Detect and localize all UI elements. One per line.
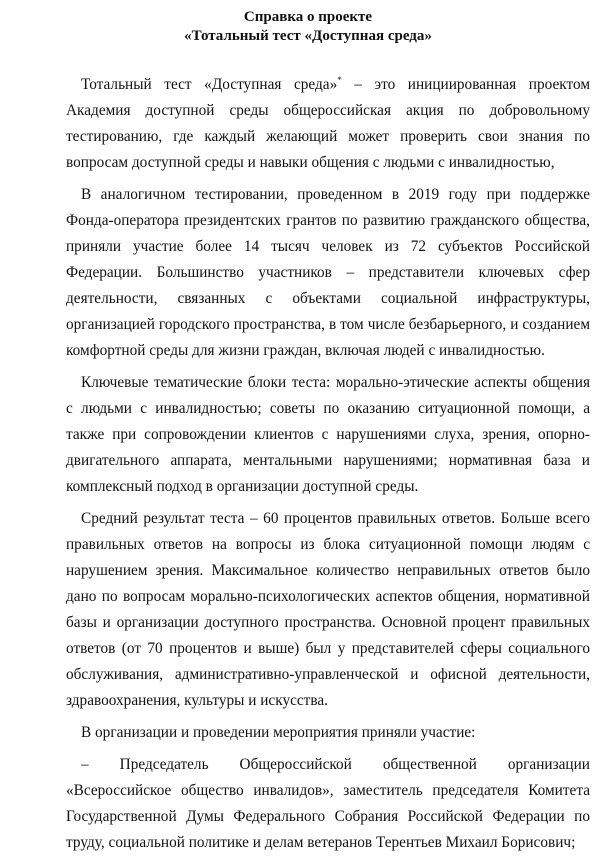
- paragraph-participants-intro: В организации и проведении мероприятия приняли участие:: [81, 724, 476, 741]
- document-body: [66, 72, 590, 856]
- document-title: [26, 8, 590, 46]
- paragraph-results: Средний результат теста – 60 процентов правильных ответов. Больше всего правильных ответов на вопросы из блока ситуационной помощи людям с нарушением зрения. Максимальное количество неправильных ответов было дано по вопросам морально-психологических аспектов общения, нормативной базы и организации доступного пространства. Основной процент правильных ответов (от 70 процентов и выше) был у представителей сферы социального обслуживания, административно-управленческой и офисной деятельности, здравоохранения, культуры и искусства.: [66, 510, 590, 709]
- footnote-mark[interactable]: *: [337, 75, 342, 85]
- intro-start: Тотальный тест «Доступная среда»: [81, 76, 338, 93]
- paragraph-2019-testing: В аналогичном тестировании, проведенном в 2019 году при поддержке Фонда-оператора президентских грантов по развитию гражданского общества, приняли участие более 14 тысяч человек из 72 субъектов Российской Федерации. Большинство участников – представители ключевых сфер деятельности, связанных с объектами социальной инфраструктуры, организацией городского пространства, в том числе безбарьерного, и созданием комфортной среды для жизни граждан, включая людей с инвалидностью.: [66, 186, 590, 359]
- title-line-2: «Тотальный тест «Доступная среда»: [184, 28, 432, 44]
- paragraph-intro: [66, 72, 590, 176]
- paragraph-participant-item: – Председатель Общероссийской общественной организации «Всероссийское общество инвалидов», заместитель председателя Комитета Государственной Думы Федерального Собрания Российской Федерации по труду, социальной политике и делам ветеранов Терентьев Михаил Борисович;: [66, 756, 590, 851]
- intro-rest: – это инициированная проектом Академия доступной среды общероссийская акция по добровольному тестированию, где каждый желающий может проверить свои знания по вопросам доступной среды и навыки общения с людьми с инвалидностью,: [66, 76, 591, 171]
- title-line-1: Справка о проекте: [243, 9, 373, 25]
- paragraph-thematic-blocks: Ключевые тематические блоки теста: морально-этические аспекты общения с людьми с инвалидностью; советы по оказанию ситуационной помощи, а также при сопровождении клиентов с нарушениями слуха, зрения, опорно-двигательного аппарата, ментальными нарушениями; нормативная база и комплексный подход в организации доступной среды.: [66, 374, 590, 495]
